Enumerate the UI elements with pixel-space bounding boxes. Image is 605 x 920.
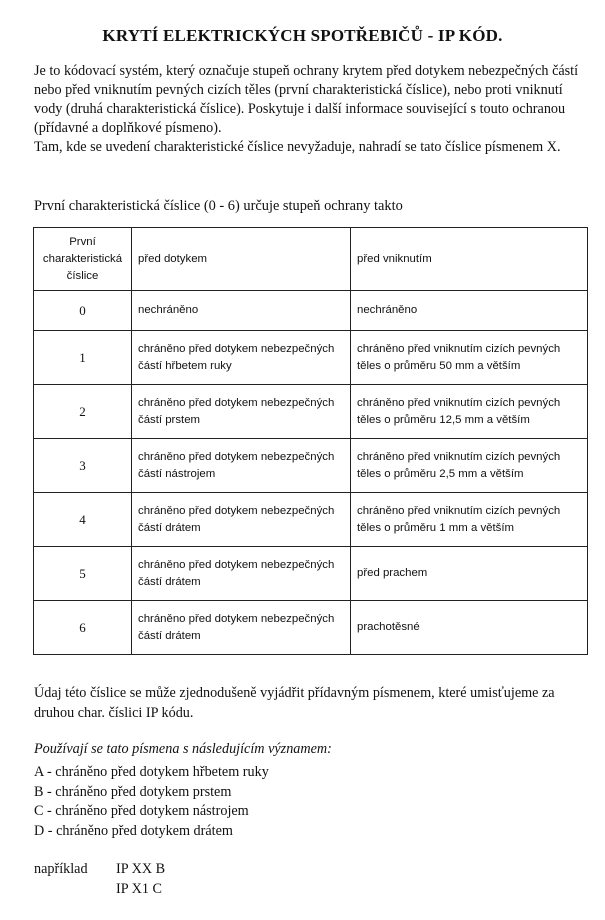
page-title: KRYTÍ ELEKTRICKÝCH SPOTŘEBIČŮ - IP KÓD. [102, 26, 503, 45]
digit-cell: 0 [34, 291, 132, 331]
table-row [34, 385, 588, 439]
touch-cell: chráněno před dotykem nebezpečných částí prstem [132, 385, 351, 439]
table-row [34, 439, 588, 493]
letters-heading: Používají se tato písmena s následujícím významem: [34, 741, 332, 757]
ingress-cell: chráněno před vniknutím cizích pevných těles o průměru 12,5 mm a větším [351, 385, 588, 439]
intro-paragraph-2: Tam, kde se uvedení charakteristické číslice nevyžaduje, nahradí se tato číslice písmenem X. [34, 139, 561, 155]
header-touch: před dotykem [132, 228, 351, 291]
digit-cell: 6 [34, 601, 132, 655]
example-codes [116, 859, 165, 899]
touch-cell: chráněno před dotykem nebezpečných částí hřbetem ruky [132, 331, 351, 385]
ip-first-digit-table [33, 227, 588, 655]
example-label: například [34, 861, 88, 877]
touch-cell: chráněno před dotykem nebezpečných částí nástrojem [132, 439, 351, 493]
list-item: D - chráněno před dotykem drátem [34, 822, 233, 839]
intro-text [34, 62, 586, 157]
digit-cell: 4 [34, 493, 132, 547]
digit-cell: 1 [34, 331, 132, 385]
touch-cell: chráněno před dotykem nebezpečných částí drátem [132, 601, 351, 655]
ingress-cell: chráněno před vniknutím cizích pevných těles o průměru 50 mm a větším [351, 331, 588, 385]
header-digit: První charakteristická číslice [34, 228, 132, 291]
table-intro: První charakteristická číslice (0 - 6) určuje stupeň ochrany takto [34, 198, 403, 214]
example-code: IP X1 C [116, 881, 162, 897]
list-item: C - chráněno před dotykem nástrojem [34, 803, 249, 819]
touch-cell: chráněno před dotykem nebezpečných částí drátem [132, 547, 351, 601]
ingress-cell: chráněno před vniknutím cizích pevných těles o průměru 2,5 mm a větším [351, 439, 588, 493]
additional-letter-paragraph: Údaj této číslice se může zjednodušeně vyjádřit přídavným písmenem, které umisťujeme za druhou char. číslici IP kódu. [34, 685, 555, 721]
touch-cell: chráněno před dotykem nebezpečných částí drátem [132, 493, 351, 547]
letters-list [34, 763, 269, 841]
table-row [34, 547, 588, 601]
ingress-cell: před prachem [351, 547, 588, 601]
table-header-row [34, 228, 588, 291]
list-item: A - chráněno před dotykem hřbetem ruky [34, 764, 269, 780]
table-row [34, 493, 588, 547]
digit-cell: 2 [34, 385, 132, 439]
ingress-cell: prachotěsné [351, 601, 588, 655]
example-code: IP XX B [116, 861, 166, 877]
table-row [34, 331, 588, 385]
ingress-cell: chráněno před vniknutím cizích pevných těles o průměru 1 mm a větším [351, 493, 588, 547]
table-row [34, 601, 588, 655]
ingress-cell: nechráněno [351, 291, 588, 331]
example-block [34, 859, 166, 897]
table-row [34, 291, 588, 331]
header-ingress: před vniknutím [351, 228, 588, 291]
touch-cell: nechráněno [132, 291, 351, 331]
list-item: B - chráněno před dotykem prstem [34, 783, 232, 800]
digit-cell: 5 [34, 547, 132, 601]
digit-cell: 3 [34, 439, 132, 493]
intro-paragraph-1: Je to kódovací systém, který označuje stupeň ochrany krytem před dotykem nebezpečných částí nebo před vniknutím pevných cizích těles (první charakteristická číslice), nebo proti vniknutí vody (druhá charakteristická číslice). Poskytuje i další informace související s touto ochranou (přídavné a doplňkové písmeno). [34, 63, 579, 136]
